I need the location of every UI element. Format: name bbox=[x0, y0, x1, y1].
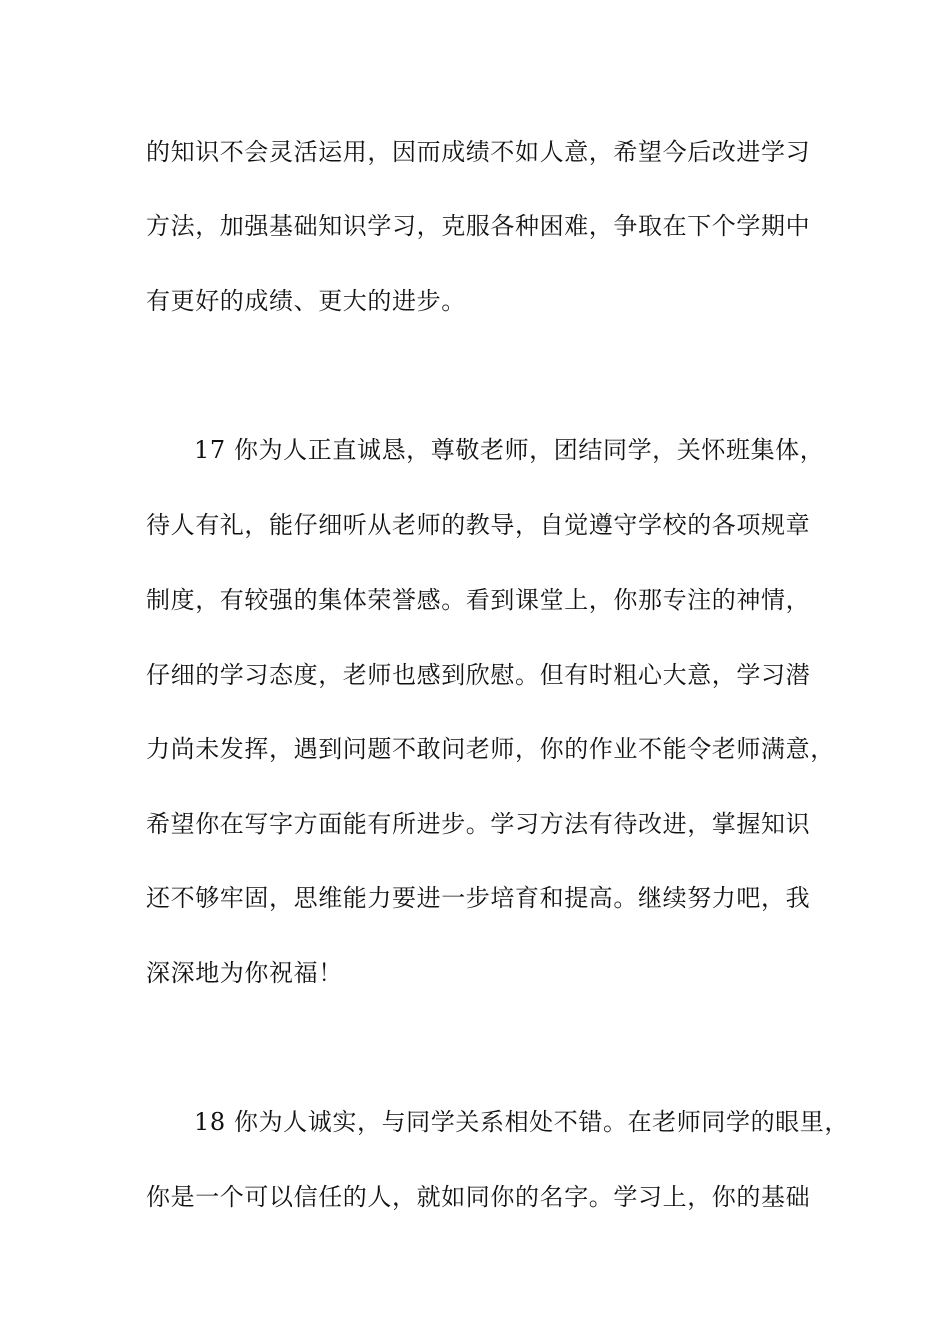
text-line: 制度，有较强的集体荣誉感。看到课堂上，你那专注的神情， bbox=[146, 586, 811, 614]
text-line: 你是一个可以信任的人，就如同你的名字。学习上，你的基础 bbox=[146, 1183, 811, 1211]
text-line: 18 你为人诚实，与同学关系相处不错。在老师同学的眼里， bbox=[194, 1108, 849, 1136]
text-line: 方法，加强基础知识学习，克服各种困难，争取在下个学期中 bbox=[146, 212, 811, 240]
text-line: 待人有礼，能仔细听从老师的教导，自觉遵守学校的各项规章 bbox=[146, 511, 811, 539]
text-line: 深深地为你祝福！ bbox=[146, 959, 343, 987]
text-line: 希望你在写字方面能有所进步。学习方法有待改进，掌握知识 bbox=[146, 810, 811, 838]
text-line: 17 你为人正直诚恳，尊敬老师，团结同学，关怀班集体， bbox=[194, 436, 825, 464]
text-line: 的知识不会灵活运用，因而成绩不如人意，希望今后改进学习 bbox=[146, 138, 811, 166]
text-line: 还不够牢固，思维能力要进一步培育和提高。继续努力吧，我 bbox=[146, 884, 811, 912]
text-line: 力尚未发挥，遇到问题不敢问老师，你的作业不能令老师满意， bbox=[146, 735, 835, 763]
text-line: 仔细的学习态度，老师也感到欣慰。但有时粗心大意，学习潜 bbox=[146, 661, 811, 689]
text-line: 有更好的成绩、更大的进步。 bbox=[146, 287, 466, 315]
